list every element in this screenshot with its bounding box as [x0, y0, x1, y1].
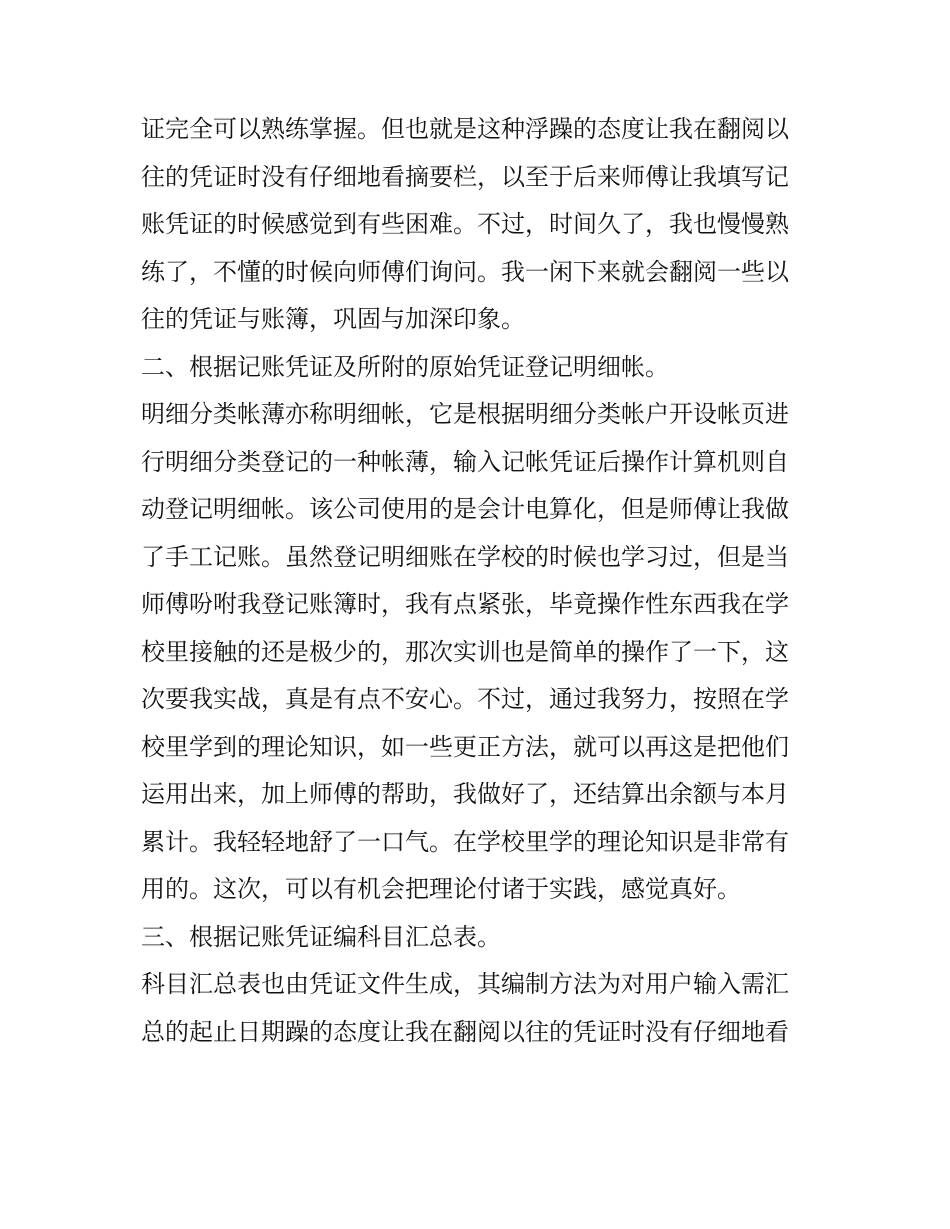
text-line: 师傅吩咐我登记账簿时，我有点紧张，毕竟操作性东西我在学	[141, 590, 789, 618]
text-line: 练了，不懂的时候向师傅们询问。我一闲下来就会翻阅一些以	[141, 257, 789, 286]
text-line: 次要我实战，真是有点不安心。不过，通过我努力，按照在学	[141, 685, 789, 713]
text-line: 往的凭证与账簿，巩固与加深印象。	[141, 305, 525, 333]
text-line: 校里接触的还是极少的，那次实训也是简单的操作了一下，这	[141, 637, 789, 666]
text-line: 了手工记账。虽然登记明细账在学校的时候也学习过，但是当	[141, 542, 789, 571]
text-line: 运用出来，加上师傅的帮助，我做好了，还结算出余额与本月	[141, 780, 789, 808]
text-line: 证完全可以熟练掌握。但也就是这种浮躁的态度让我在翻阅以	[141, 115, 789, 143]
text-line: 用的。这次，可以有机会把理论付诸于实践，感觉真好。	[141, 875, 741, 903]
section-heading-2: 二、根据记账凭证及所附的原始凭证登记明细帐。	[141, 352, 669, 381]
text-line: 校里学到的理论知识，如一些更正方法，就可以再这是把他们	[141, 732, 789, 761]
text-line: 科目汇总表也由凭证文件生成，其编制方法为对用户输入需汇	[141, 970, 789, 998]
text-line: 往的凭证时没有仔细地看摘要栏，以至于后来师傅让我填写记	[141, 162, 789, 191]
text-line: 动登记明细帐。该公司使用的是会计电算化，但是师傅让我做	[141, 495, 789, 523]
text-line: 累计。我轻轻地舒了一口气。在学校里学的理论知识是非常有	[141, 827, 789, 856]
text-line: 明细分类帐薄亦称明细帐，它是根据明细分类帐户开设帐页进	[141, 400, 789, 428]
text-line: 行明细分类登记的一种帐薄，输入记帐凭证后操作计算机则自	[141, 447, 789, 476]
document-body	[141, 106, 811, 1056]
text-line: 总的起止日期躁的态度让我在翻阅以往的凭证时没有仔细地看	[141, 1017, 789, 1046]
text-line: 账凭证的时候感觉到有些困难。不过，时间久了，我也慢慢熟	[141, 210, 789, 238]
section-heading-3: 三、根据记账凭证编科目汇总表。	[141, 922, 501, 951]
